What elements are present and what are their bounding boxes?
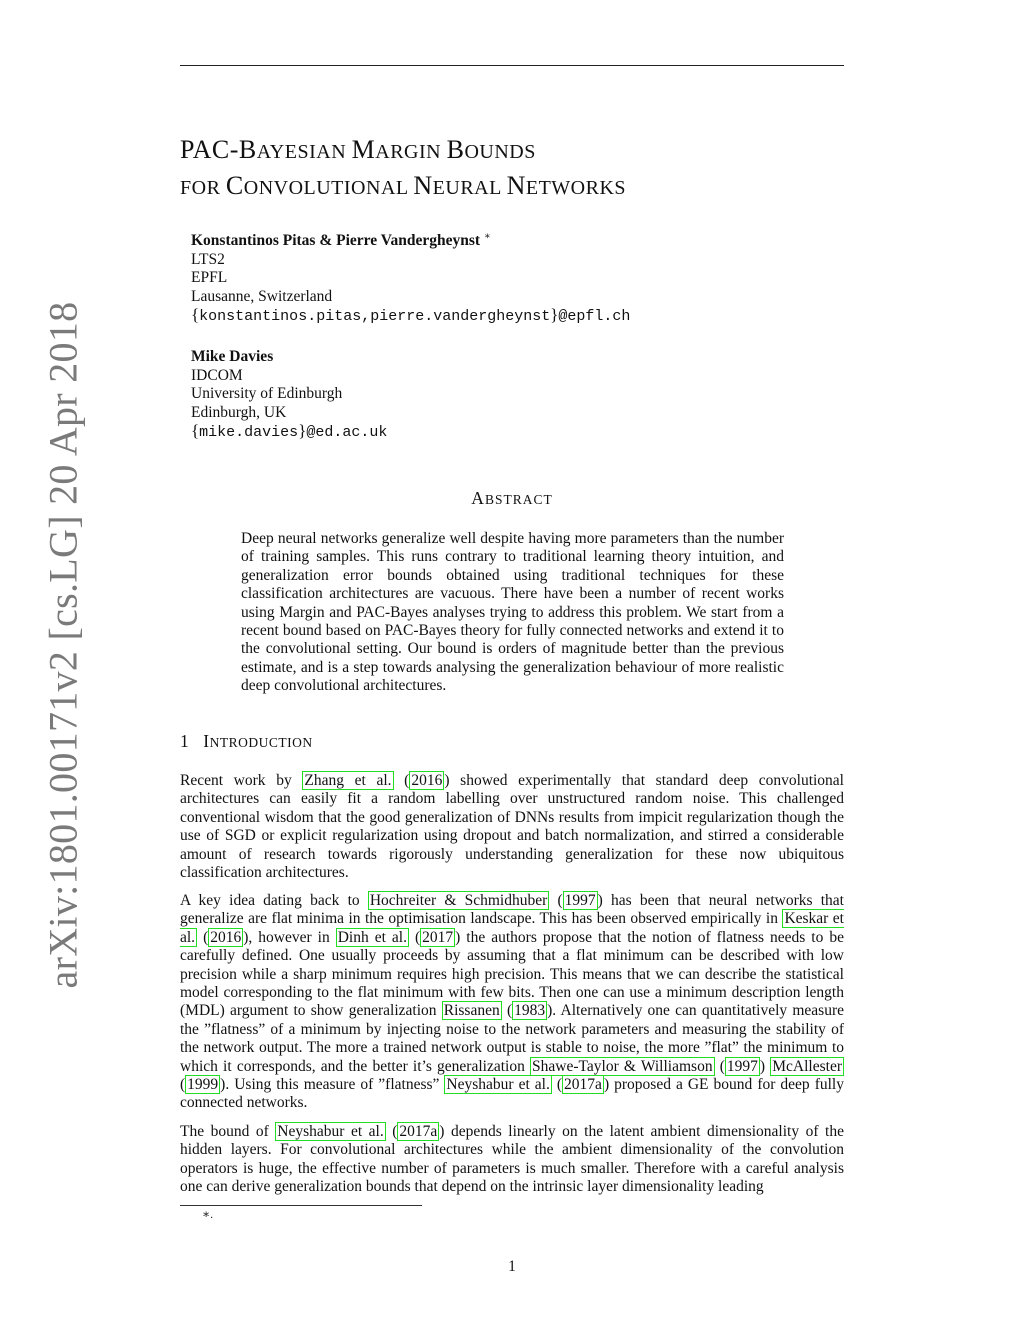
arxiv-identifier: arXiv:1801.00171v2 [cs.LG] 20 Apr 2018 [40, 301, 86, 989]
citation-link[interactable]: Dinh et al. [337, 928, 407, 946]
affiliation-line: Lausanne, Switzerland [191, 287, 333, 305]
author-email[interactable]: {konstantinos.pitas,pierre.vandergheynst}@epfl.ch [191, 305, 631, 326]
citation-link[interactable]: 2016 [411, 772, 443, 789]
citation-link[interactable]: Shawe-Taylor & Williamson [532, 1057, 713, 1075]
citation-link[interactable]: 1997 [564, 892, 596, 909]
abstract-heading: ABSTRACT [471, 488, 553, 508]
citation-link[interactable]: McAllester [772, 1057, 842, 1075]
citation-link[interactable]: 1997 [726, 1057, 758, 1075]
citation-link[interactable]: 2017 [422, 928, 454, 946]
footnote-rule [180, 1205, 422, 1206]
author-block-2 [191, 348, 387, 443]
author-block-1 [191, 228, 630, 327]
author-email[interactable]: {mike.davies}@ed.ac.uk [191, 421, 388, 441]
author-name: Mike Davies [191, 348, 274, 365]
author-name: Konstantinos Pitas & Pierre Vandergheynst [191, 232, 481, 250]
abstract-text: Deep neural networks generalize well despite having more parameters than the number of training samples. This runs contrary to traditional learning theory intuition, and generalization error bounds obtained using traditional techniques for these classification architectures are vacuous. There have been a number of recent works using Margin and PAC-Bayes analyses trying to address this problem. We start from a recent bound based on PAC-Bayes theory for fully connected networks and extend it to the convolutional setting. Our bound is orders of magnitude better than the previous estimate, and is a step towards analysing the generalization behaviour of more realistic deep convolutional architectures. [241, 530, 784, 695]
author-footnote-marker: ∗ [483, 231, 491, 242]
paragraph-2: A key idea dating back to Hochreiter & Schmidhuber ( 1997 ) has been that neural networks that generalize are flat minima in the optimisation landscape. This has been observed empirically in Keskar et al. ( 2016 ), however in Dinh et al. ( 2017 ) the authors propose that the notion of flatness needs to be carefully defined. One usually proceeds by assuming that a flat minimum can be described with low precision while a sharp minimum requires high precision. This means that we can describe the statistical model corresponding to the flat minimum with few bits. Then one can use a minimum description length (MDL) argument to show generalization Rissanen ( 1983 ). Alternatively one can quantitatively measure the ”flatness” of a minimum by injecting noise to the network parameters and measuring the stability of the network output. The more a trained network output is stable to noise, the more ”flat” the minimum to which it corresponds, and the better it’s generalization Shawe-Taylor & Williamson ( 1997 ) McAllester ( 1999 ). Using this measure of ”flatness” Neyshabur et al. ( 2017a ) proposed a GE bound for deep fully connected networks. [180, 892, 844, 1112]
paragraph-3: The bound of Neyshabur et al. ( 2017a ) depends linearly on the latent ambient dimensionality of the hidden layers. For convolutional architectures while the ambient dimensionality of the convolution operators is huge, the effective number of parameters is much smaller. Therefore with a careful analysis one can derive generalization bounds that depend on the intrinsic layer dimensionality leading [180, 1123, 844, 1196]
affiliation-line: EPFL [191, 269, 228, 287]
affiliation-line: University of Edinburgh [191, 385, 343, 402]
header-rule [180, 65, 844, 66]
citation-link[interactable]: Zhang et al. [304, 772, 392, 789]
citation-link[interactable]: Keskar et al. [180, 910, 844, 946]
title-line-2: FOR CONVOLUTIONAL NEURAL NETWORKS [180, 171, 627, 200]
citation-link[interactable]: 2017a [564, 1076, 602, 1094]
footnote: ∗. [202, 1207, 214, 1221]
paragraph-1: Recent work by Zhang et al. ( 2016 ) showed experimentally that standard deep convolutional architectures can easily fit a random labelling over unstructured random noise. This challenged conventional wisdom that the good generalization of DNNs results from impicit regularization though the use of SGD or explicit regularization using dropout and batch normalization, and stirred a considerable amount of research towards rigorously understanding generalization for these now ubiquitous classification architectures. [180, 772, 844, 882]
citation-link[interactable]: Rissanen [443, 1002, 500, 1020]
affiliation-line: LTS2 [191, 250, 225, 268]
citation-link[interactable]: 1999 [187, 1076, 219, 1094]
citation-link[interactable]: 2017a [399, 1123, 438, 1140]
paper-title [180, 133, 626, 205]
citation-link[interactable]: Neyshabur et al. [277, 1123, 384, 1140]
citation-link[interactable]: 2016 [210, 928, 242, 946]
title-line-1: PAC-BAYESIAN MARGIN BOUNDS [180, 135, 536, 164]
page-number: 1 [508, 1258, 516, 1275]
citation-link[interactable]: Hochreiter & Schmidhuber [369, 892, 548, 909]
citation-link[interactable]: 1983 [514, 1002, 546, 1020]
affiliation-line: IDCOM [191, 366, 243, 384]
citation-link[interactable]: Neyshabur et al. [446, 1076, 550, 1094]
section-heading-introduction: 1 INTRODUCTION [180, 731, 313, 751]
affiliation-line: Edinburgh, UK [191, 403, 287, 421]
